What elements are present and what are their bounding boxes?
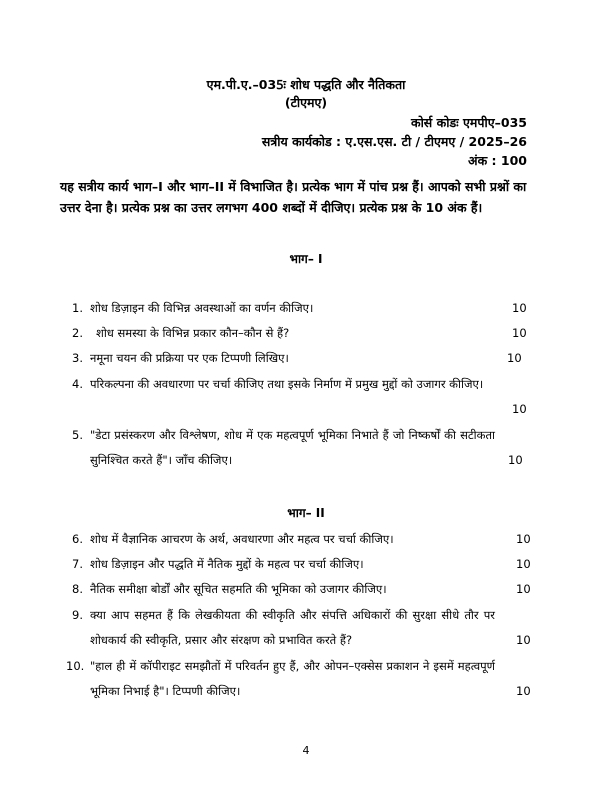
question-marks: 10: [516, 582, 531, 596]
course-code: कोर्स कोडः एमपीए–035: [410, 115, 527, 130]
question-text: "हाल ही में कॉपीराइट समझौतों में परिवर्तन हुए हैं, और ओपन–एक्सेस प्रकाशन ने इसमें महत्वपूर्ण भूमिका निभाई है"। टिप्पणी कीजिए।: [90, 659, 495, 698]
question-number: 2.: [72, 326, 83, 340]
title-line-2: (टीएमए): [284, 95, 328, 110]
question-number: 7.: [72, 557, 83, 571]
question-marks: 10: [512, 326, 527, 340]
question-number: 6.: [72, 532, 83, 546]
question-text: शोध डिज़ाइन और पद्धति में नैतिक मुद्दों के महत्व पर चर्चा कीजिए।: [90, 557, 364, 571]
question-text: परिकल्पना की अवधारणा पर चर्चा कीजिए तथा इसके निर्माण में प्रमुख मुद्दों को उजागर कीजिए।: [90, 377, 484, 391]
question-marks: 10: [516, 557, 531, 571]
question-marks: 10: [507, 351, 522, 365]
total-marks: अंक : 100: [468, 153, 527, 168]
page-number: 4: [302, 744, 310, 757]
question-text: नमूना चयन की प्रक्रिया पर एक टिप्पणी लिखिए।: [90, 351, 289, 365]
question-marks: 10: [512, 301, 527, 315]
section-2-heading: भाग– II: [287, 506, 325, 520]
question-number: 8.: [72, 582, 83, 596]
question-marks: 10: [512, 402, 527, 416]
question-number: 4.: [72, 377, 83, 391]
question-marks: 10: [516, 532, 531, 546]
question-text: क्या आप सहमत हैं कि लेखकीयता की स्वीकृति और संपत्ति अधिकारों की सुरक्षा सीधे तौर पर शोधकार्य की स्वीकृति, प्रसार और संरक्षण को प्रभावित करते हैं?: [90, 608, 495, 647]
assignment-code: सत्रीय कार्यकोड : ए.एस.एस. टी / टीएमए / 2025–26: [261, 134, 527, 149]
question-number: 5.: [72, 428, 83, 442]
question-number: 1.: [72, 301, 83, 315]
question-text: "डेटा प्रसंस्करण और विश्लेषण, शोध में एक महत्वपूर्ण भूमिका निभाते हैं जो निष्कर्षों की सटीकता सुनिश्चित करते हैं"। जाँच कीजिए।: [90, 428, 495, 467]
question-text: शोध में वैज्ञानिक आचरण के अर्थ, अवधारणा और महत्व पर चर्चा कीजिए।: [90, 532, 394, 546]
question-number: 9.: [72, 608, 83, 622]
question-marks: 10: [516, 684, 531, 698]
question-text: शोध डिज़ाइन की विभिन्न अवस्थाओं का वर्णन कीजिए।: [90, 301, 314, 315]
question-text: शोध समस्या के विभिन्न प्रकार कौन–कौन से हैं?: [96, 326, 290, 340]
section-1-heading: भाग– I: [289, 252, 323, 266]
question-marks: 10: [516, 633, 531, 647]
instructions: यह सत्रीय कार्य भाग–I और भाग–II में विभाजित है। प्रत्येक भाग में पांच प्रश्न हैं। आपको सभी प्रश्नों का उत्तर देना है। प्रत्येक प्रश्न का उत्तर लगभग 400 शब्दों में दीजिए। प्रत्येक प्रश्न के 10 अंक हैं।: [60, 179, 527, 215]
question-marks: 10: [508, 453, 523, 467]
question-text: नैतिक समीक्षा बोर्डों और सूचित सहमति की भूमिका को उजागर कीजिए।: [90, 582, 387, 596]
question-number: 10.: [66, 659, 85, 673]
title-line-1: एम.पी.ए.–035ः शोध पद्धति और नैतिकता: [206, 77, 406, 92]
page-title: [0, 76, 612, 112]
question-number: 3.: [72, 351, 83, 365]
